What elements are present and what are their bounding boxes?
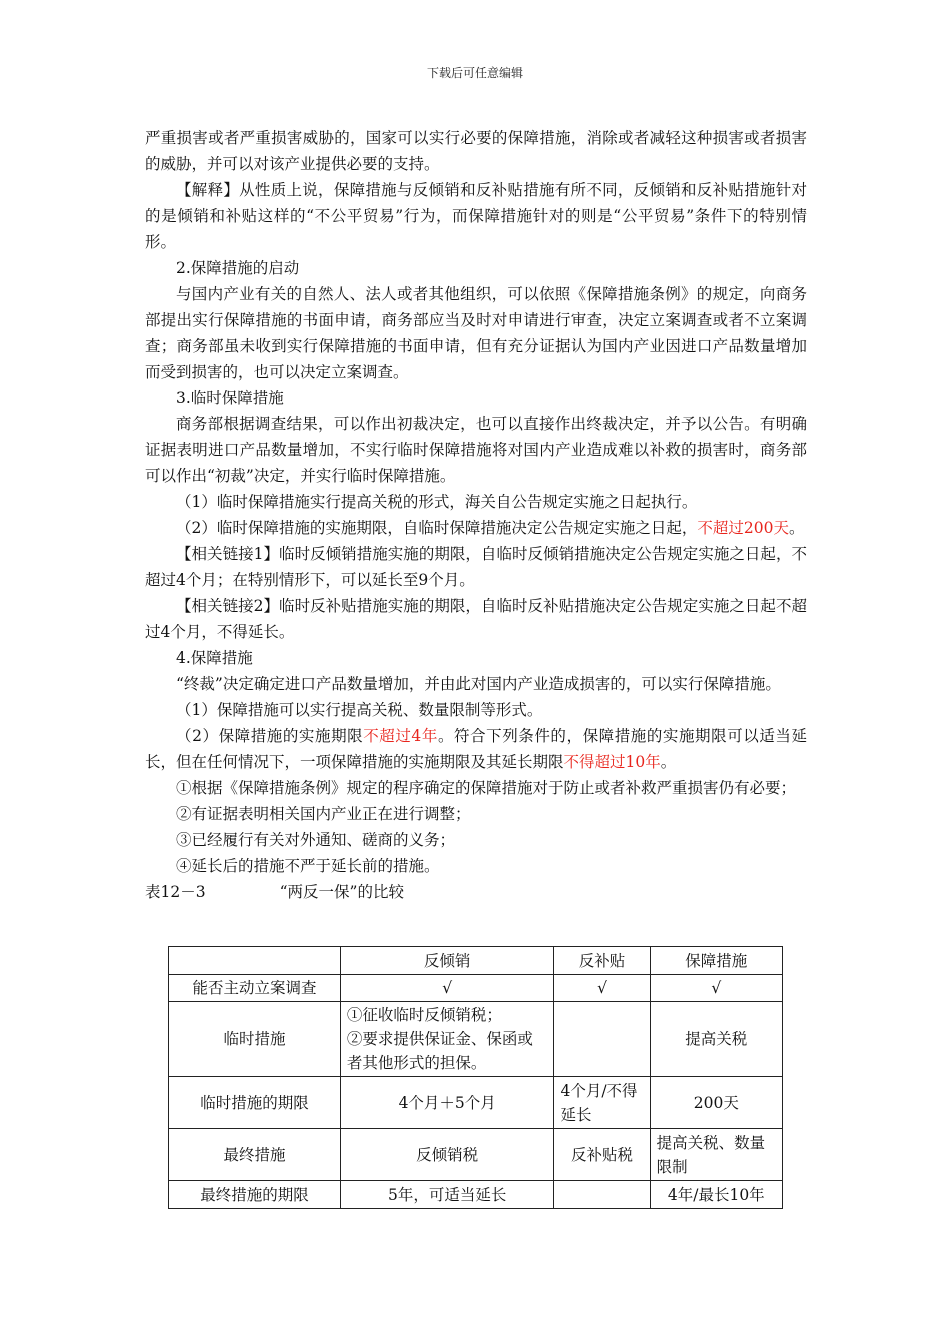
paragraph-p1	[145, 125, 807, 177]
paragraph-p17	[145, 827, 807, 853]
text-run: ④延长后的措施不严于延长前的措施。	[176, 857, 440, 875]
table-cell: 反补贴税	[554, 1129, 650, 1181]
text-run: ②有证据表明相关国内产业正在进行调整；	[176, 805, 471, 823]
table-cell: 4个月＋5个月	[340, 1077, 554, 1129]
table-cell: 提高关税	[650, 1002, 782, 1077]
table-row-label: 能否主动立案调查	[169, 975, 341, 1002]
text-run: 。符合下列条件的，保障措施的实施期限可以适当延长，但在任何情况下，一项保障措施的实施期限及其延长期限	[145, 727, 807, 771]
paragraph-p18	[145, 853, 807, 879]
paragraph-p8	[145, 515, 807, 541]
paragraph-p10	[145, 593, 807, 645]
highlight-text: 不得超过10年	[563, 753, 661, 771]
paragraph-p11	[145, 645, 807, 671]
text-run: 【解释】从性质上说，保障措施与反倾销和反补贴措施有所不同，反倾销和反补贴措施针对的是倾销和补贴这样的“不公平贸易”行为，而保障措施针对的则是“公平贸易”条件下的特别情形。	[145, 181, 807, 251]
text-run: 。	[788, 519, 805, 537]
table-row	[169, 1129, 783, 1181]
table-cell: √	[650, 975, 782, 1002]
table-row	[169, 1181, 783, 1209]
table-cell: 反倾销税	[340, 1129, 554, 1181]
table-cell: 5年，可适当延长	[340, 1181, 554, 1209]
table-header-cell	[169, 947, 341, 975]
table-cell: 200天	[650, 1077, 782, 1129]
table-cell: √	[340, 975, 554, 1002]
text-run: 2.保障措施的启动	[176, 259, 300, 277]
text-run: （2）临时保障措施的实施期限，自临时保障措施决定公告规定实施之日起，	[176, 519, 698, 537]
page-header: 下载后可任意编辑	[426, 66, 523, 80]
paragraph-p14	[145, 723, 807, 775]
paragraph-p4	[145, 281, 807, 385]
highlight-text: 不超过200天	[697, 519, 789, 537]
table-row	[169, 1002, 783, 1077]
table-header-row	[169, 947, 783, 975]
paragraph-p6	[145, 411, 807, 489]
table-row	[169, 975, 783, 1002]
comparison-table	[168, 946, 783, 1209]
table-header-cell: 保障措施	[650, 947, 782, 975]
text-run: ①根据《保障措施条例》规定的程序确定的保障措施对于防止或者补救严重损害仍有必要；	[176, 779, 797, 797]
highlight-text: 不超过4年	[363, 727, 438, 745]
paragraph-p3	[145, 255, 807, 281]
table-cell: 4个月/不得延长	[554, 1077, 650, 1129]
table-row-label: 临时措施的期限	[169, 1077, 341, 1129]
paragraph-p12	[145, 671, 807, 697]
table-cell	[554, 1181, 650, 1209]
text-run: 严重损害或者严重损害威胁的，国家可以实行必要的保障措施，消除或者减轻这种损害或者损害的威胁，并可以对该产业提供必要的支持。	[145, 129, 807, 173]
paragraph-p13	[145, 697, 807, 723]
document-body	[145, 125, 807, 905]
table-row-label: 最终措施	[169, 1129, 341, 1181]
text-run: 3.临时保障措施	[176, 389, 284, 407]
paragraph-p7	[145, 489, 807, 515]
paragraph-p2	[145, 177, 807, 255]
table-caption-title: “两反一保”的比较	[279, 883, 404, 901]
paragraph-p15	[145, 775, 807, 801]
text-run: （1）保障措施可以实行提高关税、数量限制等形式。	[176, 701, 543, 719]
table-cell: √	[554, 975, 650, 1002]
text-run: “终裁”决定确定进口产品数量增加，并由此对国内产业造成损害的，可以实行保障措施。	[176, 675, 781, 693]
text-run: 4.保障措施	[176, 649, 253, 667]
table-cell: 提高关税、数量限制	[650, 1129, 782, 1181]
text-run: （1）临时保障措施实行提高关税的形式，海关自公告规定实施之日起执行。	[176, 493, 698, 511]
table-header-cell: 反倾销	[340, 947, 554, 975]
table-cell: 4年/最长10年	[650, 1181, 782, 1209]
table-caption-number: 表12－3	[145, 883, 206, 901]
text-run: （2）保障措施的实施期限	[176, 727, 364, 745]
text-run: 商务部根据调查结果，可以作出初裁决定，也可以直接作出终裁决定，并予以公告。有明确证据表明进口产品数量增加，不实行临时保障措施将对国内产业造成难以补救的损害时，商务部可以作出“初裁”决定，并实行临时保障措施。	[145, 415, 807, 485]
text-run: 与国内产业有关的自然人、法人或者其他组织，可以依照《保障措施条例》的规定，向商务部提出实行保障措施的书面申请，商务部应当及时对申请进行审查，决定立案调查或者不立案调查；商务部虽未收到实行保障措施的书面申请，但有充分证据认为国内产业因进口产品数量增加而受到损害的，也可以决定立案调查。	[145, 285, 807, 381]
paragraph-p9	[145, 541, 807, 593]
table-cell: ①征收临时反倾销税； ②要求提供保证金、保函或者其他形式的担保。	[340, 1002, 554, 1077]
table-row	[169, 1077, 783, 1129]
table-header-cell: 反补贴	[554, 947, 650, 975]
table-row-label: 临时措施	[169, 1002, 341, 1077]
text-run: 。	[660, 753, 677, 771]
text-run: 【相关链接2】临时反补贴措施实施的期限，自临时反补贴措施决定公告规定实施之日起不超过4个月，不得延长。	[145, 597, 807, 641]
text-run: 【相关链接1】临时反倾销措施实施的期限，自临时反倾销措施决定公告规定实施之日起，不超过4个月；在特别情形下，可以延长至9个月。	[145, 545, 807, 589]
table-cell	[554, 1002, 650, 1077]
paragraph-p16	[145, 801, 807, 827]
table-caption	[145, 879, 807, 905]
text-run: ③已经履行有关对外通知、磋商的义务；	[176, 831, 456, 849]
paragraph-p5	[145, 385, 807, 411]
table-row-label: 最终措施的期限	[169, 1181, 341, 1209]
